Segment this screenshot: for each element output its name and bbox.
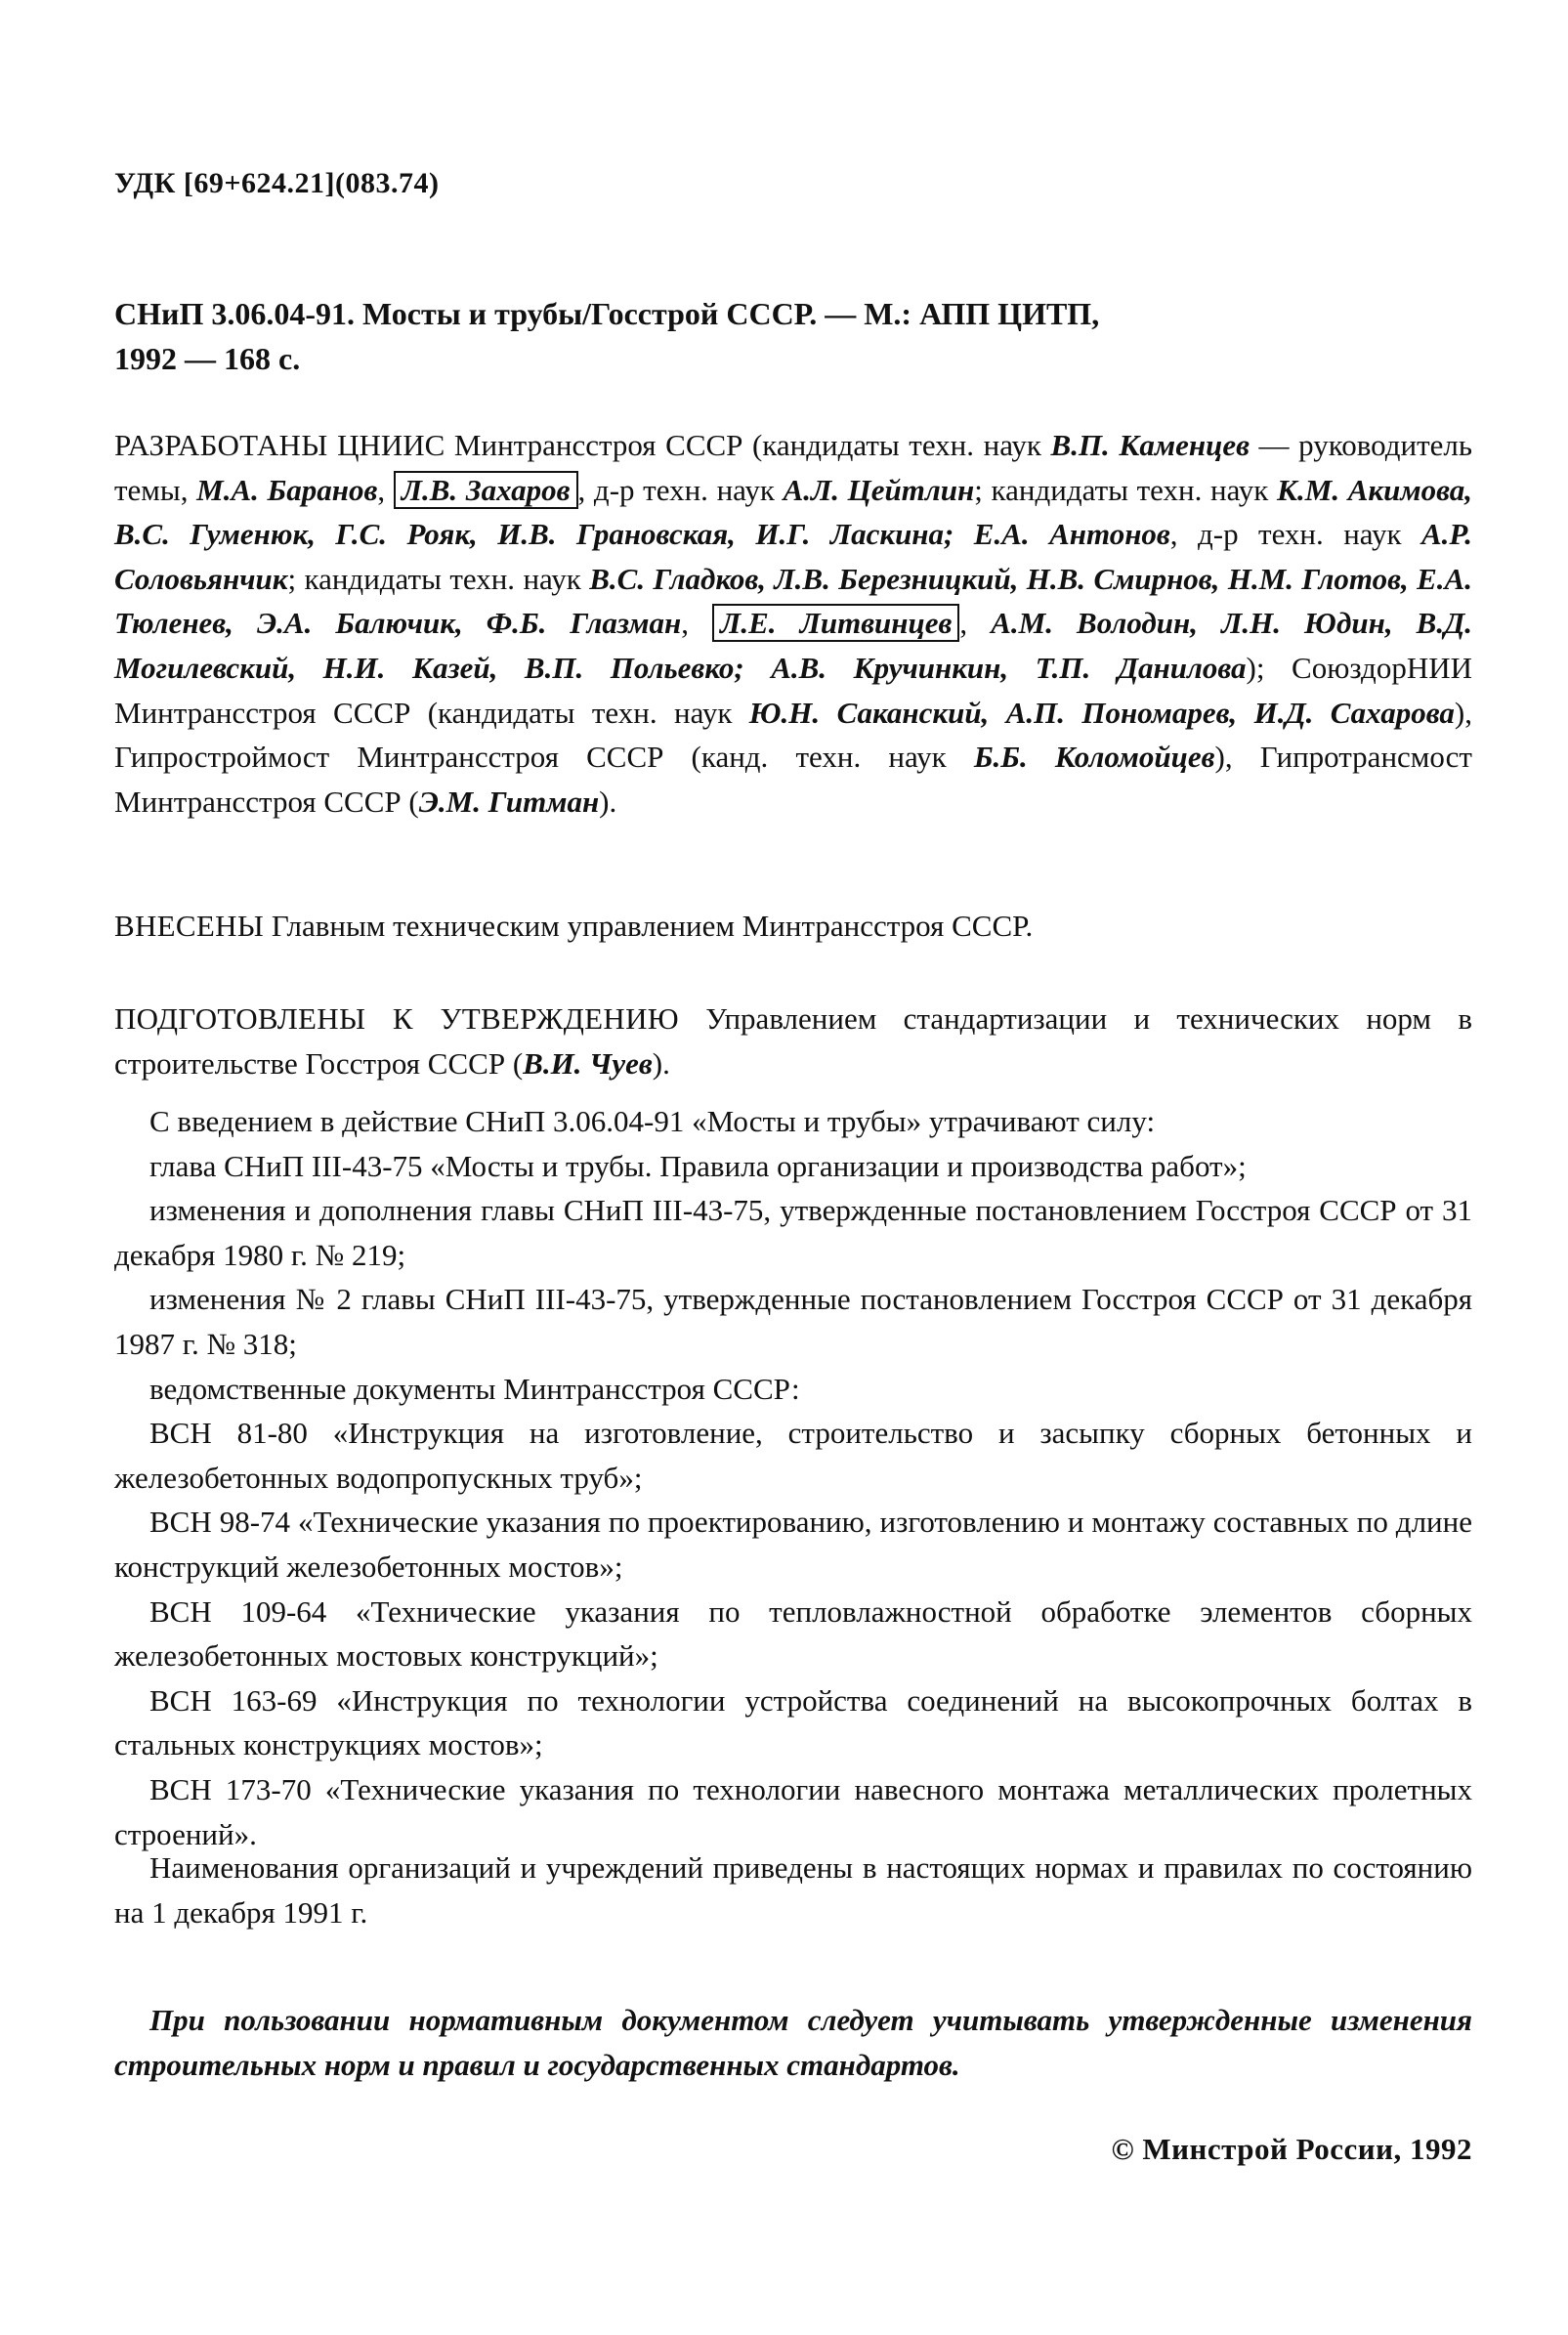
boxed-person-name: Л.В. Захаров: [394, 471, 578, 509]
developers-paragraph: [114, 423, 1472, 824]
superseded-item: изменения № 2 главы СНиП III-43-75, утвержденные постановлением Госстроя СССР от 31 декабря 1987 г. № 318;: [114, 1282, 1472, 1361]
submitted-paragraph: [114, 904, 1472, 949]
udk-code: УДК [69+624.21](083.74): [114, 167, 440, 199]
bibliographic-line-2: 1992 — 168 с.: [114, 341, 301, 376]
developers-text: ); СоюздорНИИ Минтрансстроя СССР (кандидаты техн. наук: [114, 650, 1472, 730]
developers-text: ).: [599, 784, 617, 819]
superseded-item: глава СНиП III-43-75 «Мосты и трубы. Правила организации и производства работ»;: [149, 1148, 1247, 1183]
person-name: А.Л. Цейтлин: [783, 472, 975, 507]
developers-text: , д-р техн. наук: [1169, 517, 1421, 552]
person-name: Б.Б. Коломойцев: [973, 740, 1215, 775]
developers-text: ; кандидаты техн. наук: [974, 472, 1277, 507]
superseded-item: ВСН 81-80 «Инструкция на изготовление, строительство и засыпку сборных бетонных и железобетонных водопропускных труб»;: [114, 1416, 1472, 1495]
superseded-item: ВСН 109-64 «Технические указания по тепловлажностной обработке элементов сборных железобетонных мостовых конструкций»;: [114, 1593, 1472, 1674]
person-name: В.И. Чуев: [523, 1045, 653, 1081]
developers-text: ,: [681, 606, 713, 641]
person-name: А.Р. Соловьянчик: [114, 517, 1473, 596]
developers-text: ; кандидаты техн. наук: [287, 561, 590, 596]
bibliographic-line-1: СНиП 3.06.04-91. Мосты и трубы/Госстрой СССР. — М.: АПП ЦИТП,: [114, 296, 1100, 331]
superseded-item: ВСН 163-69 «Инструкция по технологии устройства соединений на высокопрочных болтах в стальных конструкциях мостов»;: [114, 1682, 1472, 1762]
person-name: В.П. Каменцев: [1050, 428, 1250, 462]
amendments-note: [114, 1998, 1472, 2088]
amendments-text: При пользовании нормативным документом следует учитывать утвержденные изменения строительных норм и правил и государственных стандартов.: [114, 2003, 1472, 2082]
developers-heading: РАЗРАБОТАНЫ: [114, 428, 328, 462]
developers-text: ,: [377, 472, 394, 507]
state-date-text: Наименования организаций и учреждений приведены в настоящих нормах и правилах по состоянию на 1 декабря 1991 г.: [114, 1850, 1472, 1930]
person-name: Э.М. Гитман: [418, 784, 600, 819]
superseded-item: изменения и дополнения главы СНиП III-43-75, утвержденные постановлением Госстроя СССР от 31 декабря 1980 г. № 219;: [114, 1193, 1472, 1272]
copyright-notice: © Минстрой России, 1992: [1111, 2132, 1472, 2166]
person-name: А.М. Володин, Л.Н. Юдин, В.Д. Могилевский, Н.И. Казей, В.П. Польевко; А.В. Кручинкин, Т.П. Данилова: [114, 606, 1473, 685]
superseded-documents: [114, 1099, 1472, 1856]
prepared-text: Управлением стандартизации и технических норм в строительстве Госстроя СССР (: [114, 1001, 1472, 1081]
boxed-person-name: Л.Е. Литвинцев: [712, 604, 959, 642]
prepared-heading: ПОДГОТОВЛЕНЫ К УТВЕРЖДЕНИЮ: [114, 1001, 679, 1036]
person-name: К.М. Акимова, В.С. Гуменюк, Г.С. Рояк, И.В. Грановская, И.Г. Ласкина; Е.А. Антонов: [114, 472, 1472, 552]
prepared-text: ).: [652, 1045, 670, 1081]
developers-text: — руководитель темы,: [114, 428, 1473, 507]
developers-text: ,: [959, 606, 992, 641]
submitted-heading: ВНЕСЕНЫ: [114, 909, 265, 943]
developers-text: ), Гипростроймост Минтрансстроя СССР (канд. техн. наук: [114, 695, 1472, 775]
developers-text: ), Гипротрансмост Минтрансстроя СССР (: [114, 740, 1472, 819]
developers-text: , д-р техн. наук: [577, 472, 784, 507]
person-name: В.С. Гладков, Л.В. Березницкий, Н.В. Смирнов, Н.М. Глотов, Е.А. Тюленев, Э.А. Балючик, Ф.Б. Глазман: [114, 561, 1472, 641]
prepared-paragraph: [114, 997, 1472, 1085]
superseded-intro: С введением в действие СНиП 3.06.04-91 «Мосты и трубы» утрачивают силу:: [149, 1104, 1156, 1138]
superseded-item: ведомственные документы Минтрансстроя СССР:: [149, 1371, 800, 1406]
person-name: Ю.Н. Саканский, А.П. Пономарев, И.Д. Сахарова: [748, 695, 1455, 730]
submitted-text: Главным техническим управлением Минтрансстроя СССР.: [264, 909, 1034, 943]
bibliographic-reference: [114, 291, 1472, 381]
superseded-item: ВСН 98-74 «Технические указания по проектированию, изготовлению и монтажу составных по длине конструкций железобетонных мостов»;: [114, 1505, 1472, 1584]
superseded-item: ВСН 173-70 «Технические указания по технологии навесного монтажа металлических пролетных строений».: [114, 1771, 1472, 1851]
developers-text: ЦНИИС Минтрансстроя СССР (кандидаты техн. наук: [327, 428, 1051, 462]
state-date-note: [114, 1846, 1472, 1934]
person-name: М.А. Баранов: [196, 472, 378, 507]
